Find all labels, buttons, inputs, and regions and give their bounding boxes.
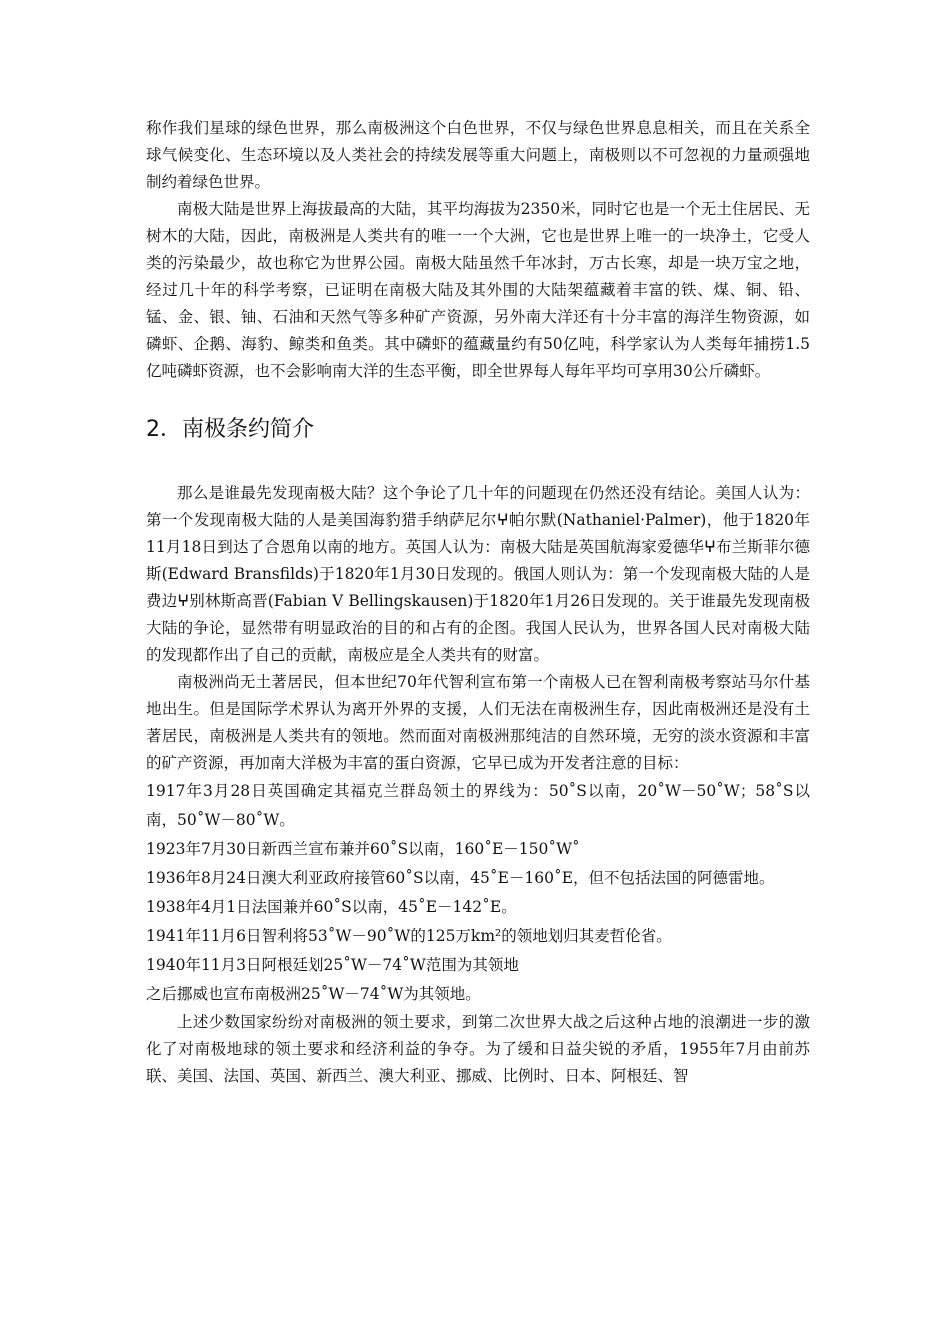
claim-item-uk: 1917年3月28日英国确定其福克兰群岛领土的界线为：50˚S以南，20˚W－50˚W；58˚S以南，50˚W－80˚W。 (146, 782, 810, 829)
section-heading: 2．南极条约简介 (146, 417, 314, 442)
document-body (146, 115, 810, 1090)
claim-item-new-zealand: 1923年7月30日新西兰宣布兼并60˚S以南，160˚E－150˚W˚ (146, 840, 580, 858)
paragraph-no-natives: 南极洲尚无土著居民，但本世纪70年代智利宣布第一个南极人已在智利南极考察站马尔什基地出生。但是国际学术界认为离开外界的支援，人们无法在南极洲生存，因此南极洲还是没有土著居民，南极洲是人类共有的领地。然而面对南极洲那纯洁的自然环境，无穷的淡水资源和丰富的矿产资源，再加南大洋极为丰富的蛋白资源，它早已成为开发者注意的目标： (146, 673, 810, 772)
paragraph-antarctic-continent: 南极大陆是世界上海拔最高的大陆，其平均海拔为2350米，同时它也是一个无土住居民、无树木的大陆，因此，南极洲是人类共有的唯一一个大洲，它也是世界上唯一的一块净土，它受人类的污染最少，故也称它为世界公园。南极大陆虽然千年冰封，万古长寒，却是一块万宝之地，经过几十年的科学考察，已证明在南极大陆及其外围的大陆架蕴藏着丰富的铁、煤、铜、铅、锰、金、银、铀、石油和天然气等多种矿产资源，另外南大洋还有十分丰富的海洋生物资源，如磷虾、企鹅、海豹、鲸类和鱼类。其中磷虾的蕴藏量约有50亿吨，科学家认为人类每年捕捞1.5亿吨磷虾资源，也不会影响南大洋的生态平衡，即全世界每人每年平均可享用30公斤磷虾。 (146, 200, 810, 380)
claim-item-norway: 之后挪威也宣布南极洲25˚W－74˚W为其领地。 (146, 985, 481, 1003)
paragraph-green-world: 称作我们星球的绿色世界，那么南极洲这个白色世界，不仅与绿色世界息息相关，而且在关系全球气候变化、生态环境以及人类社会的持续发展等重大问题上，南极则以不可忽视的力量顽强地制约着绿色世界。 (146, 119, 810, 191)
claim-item-chile: 1941年11月6日智利将53˚W－90˚W的125万km²的领地划归其麦哲伦省。 (146, 927, 672, 945)
claim-item-france: 1938年4月1日法国兼并60˚S以南，45˚E－142˚E。 (146, 898, 517, 916)
claim-item-argentina: 1940年11月3日阿根廷划25˚W－74˚W范围为其领地 (146, 956, 519, 974)
claim-item-australia: 1936年8月24日澳大利亚政府接管60˚S以南，45˚E－160˚E，但不包括法国的阿德雷地。 (146, 869, 775, 887)
paragraph-territorial-rivalry: 上述少数国家纷纷对南极洲的领土要求，到第二次世界大战之后这种占地的浪潮进一步的激化了对南极地球的领土要求和经济利益的争夺。为了缓和日益尖锐的矛盾，1955年7月由前苏联、美国、法国、英国、新西兰、澳大利亚、挪威、比例时、日本、阿根廷、智 (146, 1013, 810, 1085)
paragraph-discovery-dispute: 那么是谁最先发现南极大陆？这个争论了几十年的问题现在仍然还没有结论。美国人认为：第一个发现南极大陆的人是美国海豹猎手纳萨尼尔ⵖ帕尔默(Nathaniel·Palmer)，他于1820年11月18日到达了合恩角以南的地方。英国人认为：南极大陆是英国航海家爱德华ⵖ布兰斯菲尔德斯(Edward Bransfilds)于1820年1月30日发现的。俄国人则认为：第一个发现南极大陆的人是费边ⵖ别林斯高晋(Fabian V Bellingskausen)于1820年1月26日发现的。关于谁最先发现南极大陆的争论，显然带有明显政治的目的和占有的企图。我国人民认为，世界各国人民对南极大陆的发现都作出了自己的贡献，南极应是全人类共有的财富。 (146, 484, 810, 664)
